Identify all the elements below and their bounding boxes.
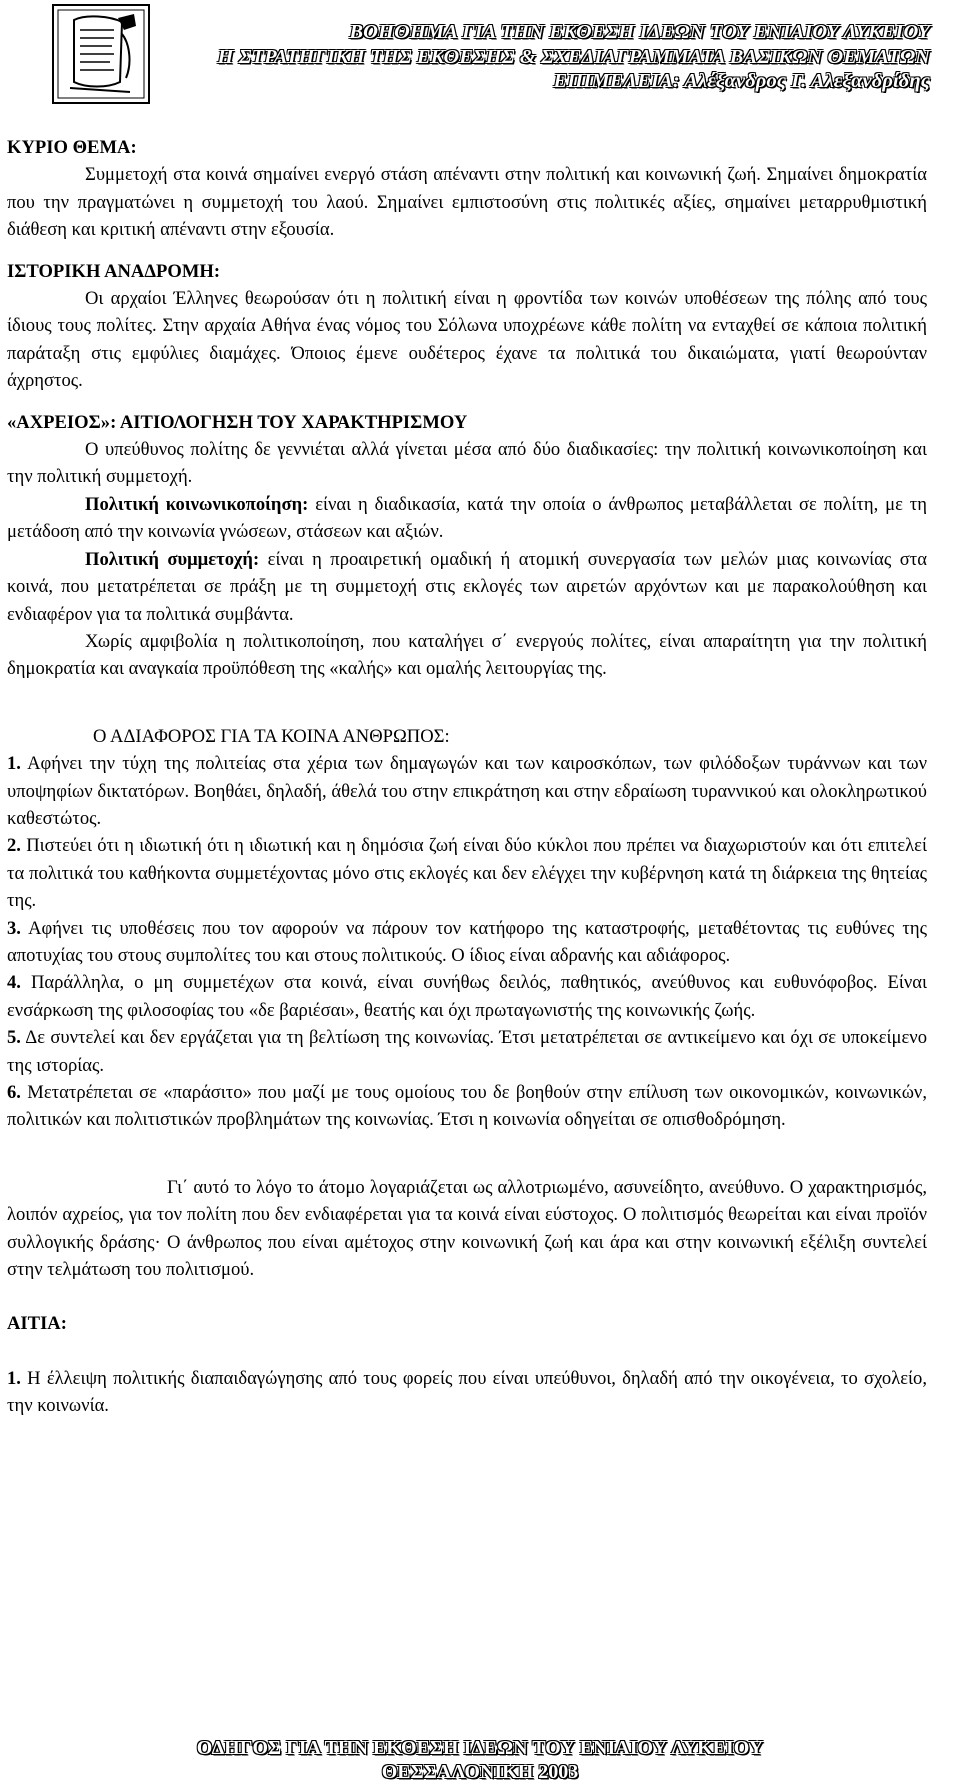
list-item — [7, 1024, 927, 1079]
definition-socialization — [7, 491, 927, 546]
list-item-text: Δε συντελεί και δεν εργάζεται για τη βελτίωση της κοινωνίας. Έτσι μετατρέπεται σε αντικείμενο και όχι σε υποκείμενο της ιστορίας. — [7, 1027, 927, 1076]
history-heading: ΙΣΤΟΡΙΚΗ ΑΝΑΔΡΟΜΗ: — [7, 260, 221, 282]
header-editor: ΕΠΙΜΕΛΕΙΑ: Αλέξανδρος Γ. Αλεξανδρίδης — [553, 70, 930, 92]
list-item-number: 1. — [7, 753, 21, 775]
document-footer — [0, 1736, 960, 1784]
footer-title: ΟΔΗΓΟΣ ΓΙΑ ΤΗΝ ΕΚΘΕΣΗ ΙΔΕΩΝ ΤΟΥ ΕΝΙΑΙΟΥ ΛΥΚΕΙΟΥ — [196, 1737, 764, 1759]
list-item-text: Μετατρέπεται σε «παράσιτο» που μαζί με τους ομοίους του δε βοηθούν στην επίλυση των οικονομικών, κοινωνικών, πολιτικών και πολιτιστικών προβλημάτων της κοινωνίας. Έτσι η κοινωνία οδηγείται σε οπισθοδρόμηση. — [7, 1082, 927, 1131]
list-item-text: Πιστεύει ότι η ιδιωτική ότι η ιδιωτική και η δημόσια ζωή είναι δύο κύκλοι που πρέπει να διαχωριστούν και ότι επιτελεί τα πολιτικά του καθήκοντα συμμετέχοντας μόνο στις εκλογές και δεν ελέγχει την κυβέρνηση κατά τη διάρκεια της θητείας της. — [7, 835, 927, 912]
main-topic-heading: ΚΥΡΙΟ ΘΕΜΑ: — [7, 137, 137, 158]
list-item-number: 6. — [7, 1082, 21, 1103]
definition-socialization-text: είναι η διαδικασία, κατά την οποία ο άνθρωπος μεταβάλλεται σε πολίτη, με τη μετάδοση από την κοινωνία γνώσεων, στάσεων και αξιών. — [7, 493, 927, 543]
list-item — [7, 1365, 927, 1420]
list-item-number: 5. — [7, 1027, 21, 1049]
list-item-text: Αφήνει την τύχη της πολιτείας στα χέρια των δημαγωγών και των καιροσκόπων, των φιλόδοξων τυράννων και των υποψηφίων δικτατόρων. Βοηθάει, δηλαδή, άθελά του στην επικράτηση και στην εδραίωση τυραννικού και ολοκληρωτικού καθεστώτος. — [7, 753, 927, 829]
publisher-logo-icon — [52, 4, 150, 104]
causes-heading: ΑΙΤΙΑ: — [7, 1313, 67, 1335]
term-socialization: Πολιτική κοινωνικοποίηση: — [85, 493, 309, 515]
list-item — [7, 750, 927, 832]
list-item-number: 2. — [7, 835, 21, 857]
list-item-text: Αφήνει τις υποθέσεις που τον αφορούν να πάρουν τον κατήφορο της καταστροφής, μεταθέτοντας τις ευθύνες της αποτυχίας του στους συμπολίτες του και στους πολιτικούς. Ο ίδιος είναι αδρανής και αδιάφορος. — [7, 917, 927, 966]
definition-participation-text: είναι η προαιρετική ομαδική ή ατομική συνεργασία των μελών μιας κοινωνίας στα κοινά, που μετατρέπεται σε πράξη με τη συμμετοχή στις εκλογές των αιρετών αρχόντων και με παρακολούθηση και ενδιαφέρον για τα πολιτικά συμβάντα. — [7, 548, 927, 625]
history-text: Οι αρχαίοι Έλληνες θεωρούσαν ότι η πολιτική είναι η φροντίδα των κοινών υποθέσεων της πόλης από τους ίδιους τους πολίτες. Στην αρχαία Αθήνα ένας νόμος του Σόλωνα υποχρέωνε κάθε πολίτη να ενταχθεί σε κάποια πολιτική παράταξη στις εμφύλιες διαμάχες. Όποιος έμενε ουδέτερος έχανε τα πολιτικά του δικαιώματα, γιατί θεωρούνταν άχρηστος. — [7, 288, 927, 392]
summary-paragraph: Γι΄ αυτό το λόγο το άτομο λογαριάζεται ως αλλοτριωμένο, ασυνείδητο, ανεύθυνο. Ο χαρακτηρισμός, λοιπόν αχρείος, για τον πολίτη που δεν ενδιαφέρεται για τα κοινά είναι εύστοχος. Ο πολιτισμός θεωρείται και είναι προϊόν συλλογικής δράσης· Ο άνθρωπος που είναι αμέτοχος στην κοινωνική ζωή και άρα και στην κοινωνική εξέλιξη συντελεί στην τελμάτωση του πολιτισμού. — [7, 1176, 927, 1281]
list-item — [7, 1079, 927, 1134]
term-participation: Πολιτική συμμετοχή: — [85, 548, 260, 570]
definition-participation — [7, 546, 927, 628]
list-item-text: Η έλλειψη πολιτικής διαπαιδαγώγησης από τους φορείς που είναι υπεύθυνοι, δηλαδή από την οικογένεια, το σχολείο, την κοινωνία. — [7, 1367, 927, 1417]
indifferent-heading: Ο ΑΔΙΑΦΟΡΟΣ ΓΙΑ ΤΑ ΚΟΙΝΑ ΑΝΘΡΩΠΟΣ: — [93, 725, 450, 747]
document-header — [217, 20, 930, 94]
list-item-text: Παράλληλα, ο μη συμμετέχων στα κοινά, είναι συνήθως δειλός, παθητικός, ανεύθυνος και ευθυνόφοβος. Είναι ενσάρκωση της φιλοσοφίας του «δε βαριέσαι», θεατής και όχι πρωταγωνιστής της κοινωνικής ζωής. — [7, 972, 927, 1021]
list-item-number: 3. — [7, 917, 21, 939]
header-title: ΒΟΗΘΗΜΑ ΓΙΑ ΤΗΝ ΕΚΘΕΣΗ ΙΔΕΩΝ ΤΟΥ ΕΝΙΑΙΟΥ ΛΥΚΕΙΟΥ — [349, 21, 930, 43]
list-item — [7, 969, 927, 1024]
achreios-conclusion: Χωρίς αμφιβολία η πολιτικοποίηση, που καταλήγει σ΄ ενεργούς πολίτες, είναι απαραίτητη για την πολιτική δημοκρατία και αναγκαία προϋπόθεση της «καλής» και ομαλής λειτουργίας της. — [7, 630, 927, 680]
list-item — [7, 832, 927, 914]
achreios-heading: «ΑΧΡΕΙΟΣ»: ΑΙΤΙΟΛΟΓΗΣΗ ΤΟΥ ΧΑΡΑΚΤΗΡΙΣΜΟΥ — [7, 411, 468, 433]
header-subtitle: Η ΣΤΡΑΤΗΓΙΚΗ ΤΗΣ ΕΚΘΕΣΗΣ & ΣΧΕΔΙΑΓΡΑΜΜΑΤΑ ΒΑΣΙΚΩΝ ΘΕΜΑΤΩΝ — [217, 45, 930, 68]
list-item-number: 1. — [7, 1367, 21, 1389]
footer-place-year: ΘΕΣΣΑΛΟΝΙΚΗ 2003 — [381, 1761, 579, 1783]
document-body — [7, 134, 927, 1420]
list-item-number: 4. — [7, 972, 21, 994]
achreios-intro: Ο υπεύθυνος πολίτης δε γεννιέται αλλά γίνεται μέσα από δύο διαδικασίες: την πολιτική κοινωνικοποίηση και την πολιτική συμμετοχή. — [7, 439, 927, 488]
list-item — [7, 915, 927, 970]
main-topic-text: Συμμετοχή στα κοινά σημαίνει ενεργό στάση απέναντι στην πολιτική και κοινωνική ζωή. Σημαίνει δημοκρατία που την πραγματώνει η συμμετοχή του λαού. Σημαίνει εμπιστοσύνη στις πολιτικές αξίες, σημαίνει μεταρρυθμιστική διάθεση και κριτική απέναντι στην εξουσία. — [7, 164, 927, 241]
